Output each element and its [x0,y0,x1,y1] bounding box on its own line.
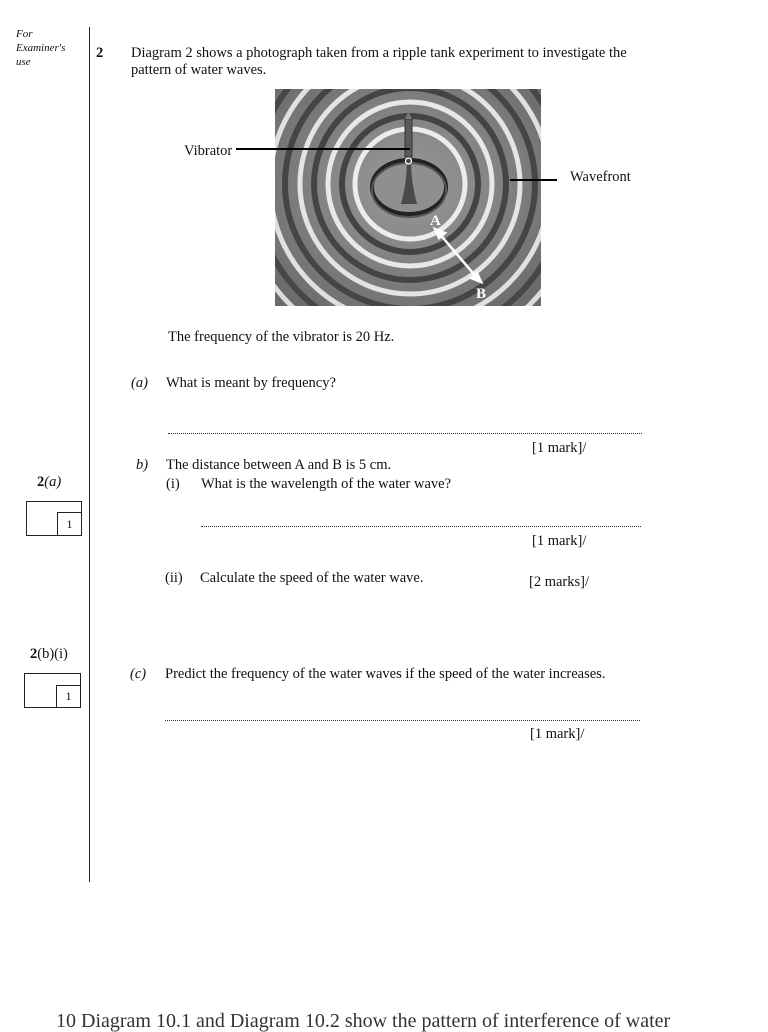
examiner-score-2bi: 1 [56,685,80,707]
part-a-question: What is meant by frequency? [166,375,336,391]
part-b-ii-marks: [2 marks]/ [529,574,589,590]
part-b-label: b) [136,457,149,473]
part-c-label: (c) [130,666,147,682]
part-c-marks: [1 mark]/ [530,726,585,742]
vibrator-leader-line [236,148,410,150]
part-b-ii-question: Calculate the speed of the water wave. [200,570,424,586]
question-intro-line1: Diagram 2 shows a photograph taken from a ripple tank experiment to investigate the [131,45,627,61]
question-number: 2 [96,45,104,61]
margin-divider [89,27,90,882]
margin-note-line2: Examiner's [16,42,66,54]
examiner-score-box-2a[interactable] [26,501,82,536]
next-page-fragment: 10 Diagram 10.1 and Diagram 10.2 show the pattern of interference of water [56,1010,671,1032]
ripple-tank-photo [275,89,541,306]
examiner-label-2bi: 2(b)(i) [30,646,68,662]
question-intro-line2: pattern of water waves. [131,62,267,78]
ripple-tank-image [275,89,541,306]
examiner-label-2a: 2(a) [37,474,62,490]
margin-note-line1: For [16,28,33,40]
point-b-label: B [476,286,487,302]
margin-note-line3: use [16,56,31,68]
part-b-i-question: What is the wavelength of the water wave? [201,476,452,492]
part-b-i-marks: [1 mark]/ [532,533,587,549]
part-a-marks: [1 mark]/ [532,440,587,456]
part-c-answer-line[interactable] [165,720,640,721]
part-c-question: Predict the frequency of the water waves if the speed of the water increases. [165,666,606,682]
part-b-ii-label: (ii) [165,570,183,586]
part-a-answer-line[interactable] [168,433,642,434]
examiner-margin-note [16,27,65,69]
vibrator-label: Vibrator [184,143,233,159]
wavefront-leader-line [510,179,557,181]
wavefront-label: Wavefront [570,169,631,185]
part-b-i-answer-line[interactable] [201,526,641,527]
part-a-label: (a) [131,375,148,391]
frequency-statement: The frequency of the vibrator is 20 Hz. [168,329,395,345]
examiner-score-2a: 1 [57,512,81,535]
part-b-statement: The distance between A and B is 5 cm. [166,457,392,473]
part-b-i-label: (i) [166,476,180,492]
examiner-score-box-2bi[interactable] [24,673,81,708]
point-a-label: A [430,213,441,229]
